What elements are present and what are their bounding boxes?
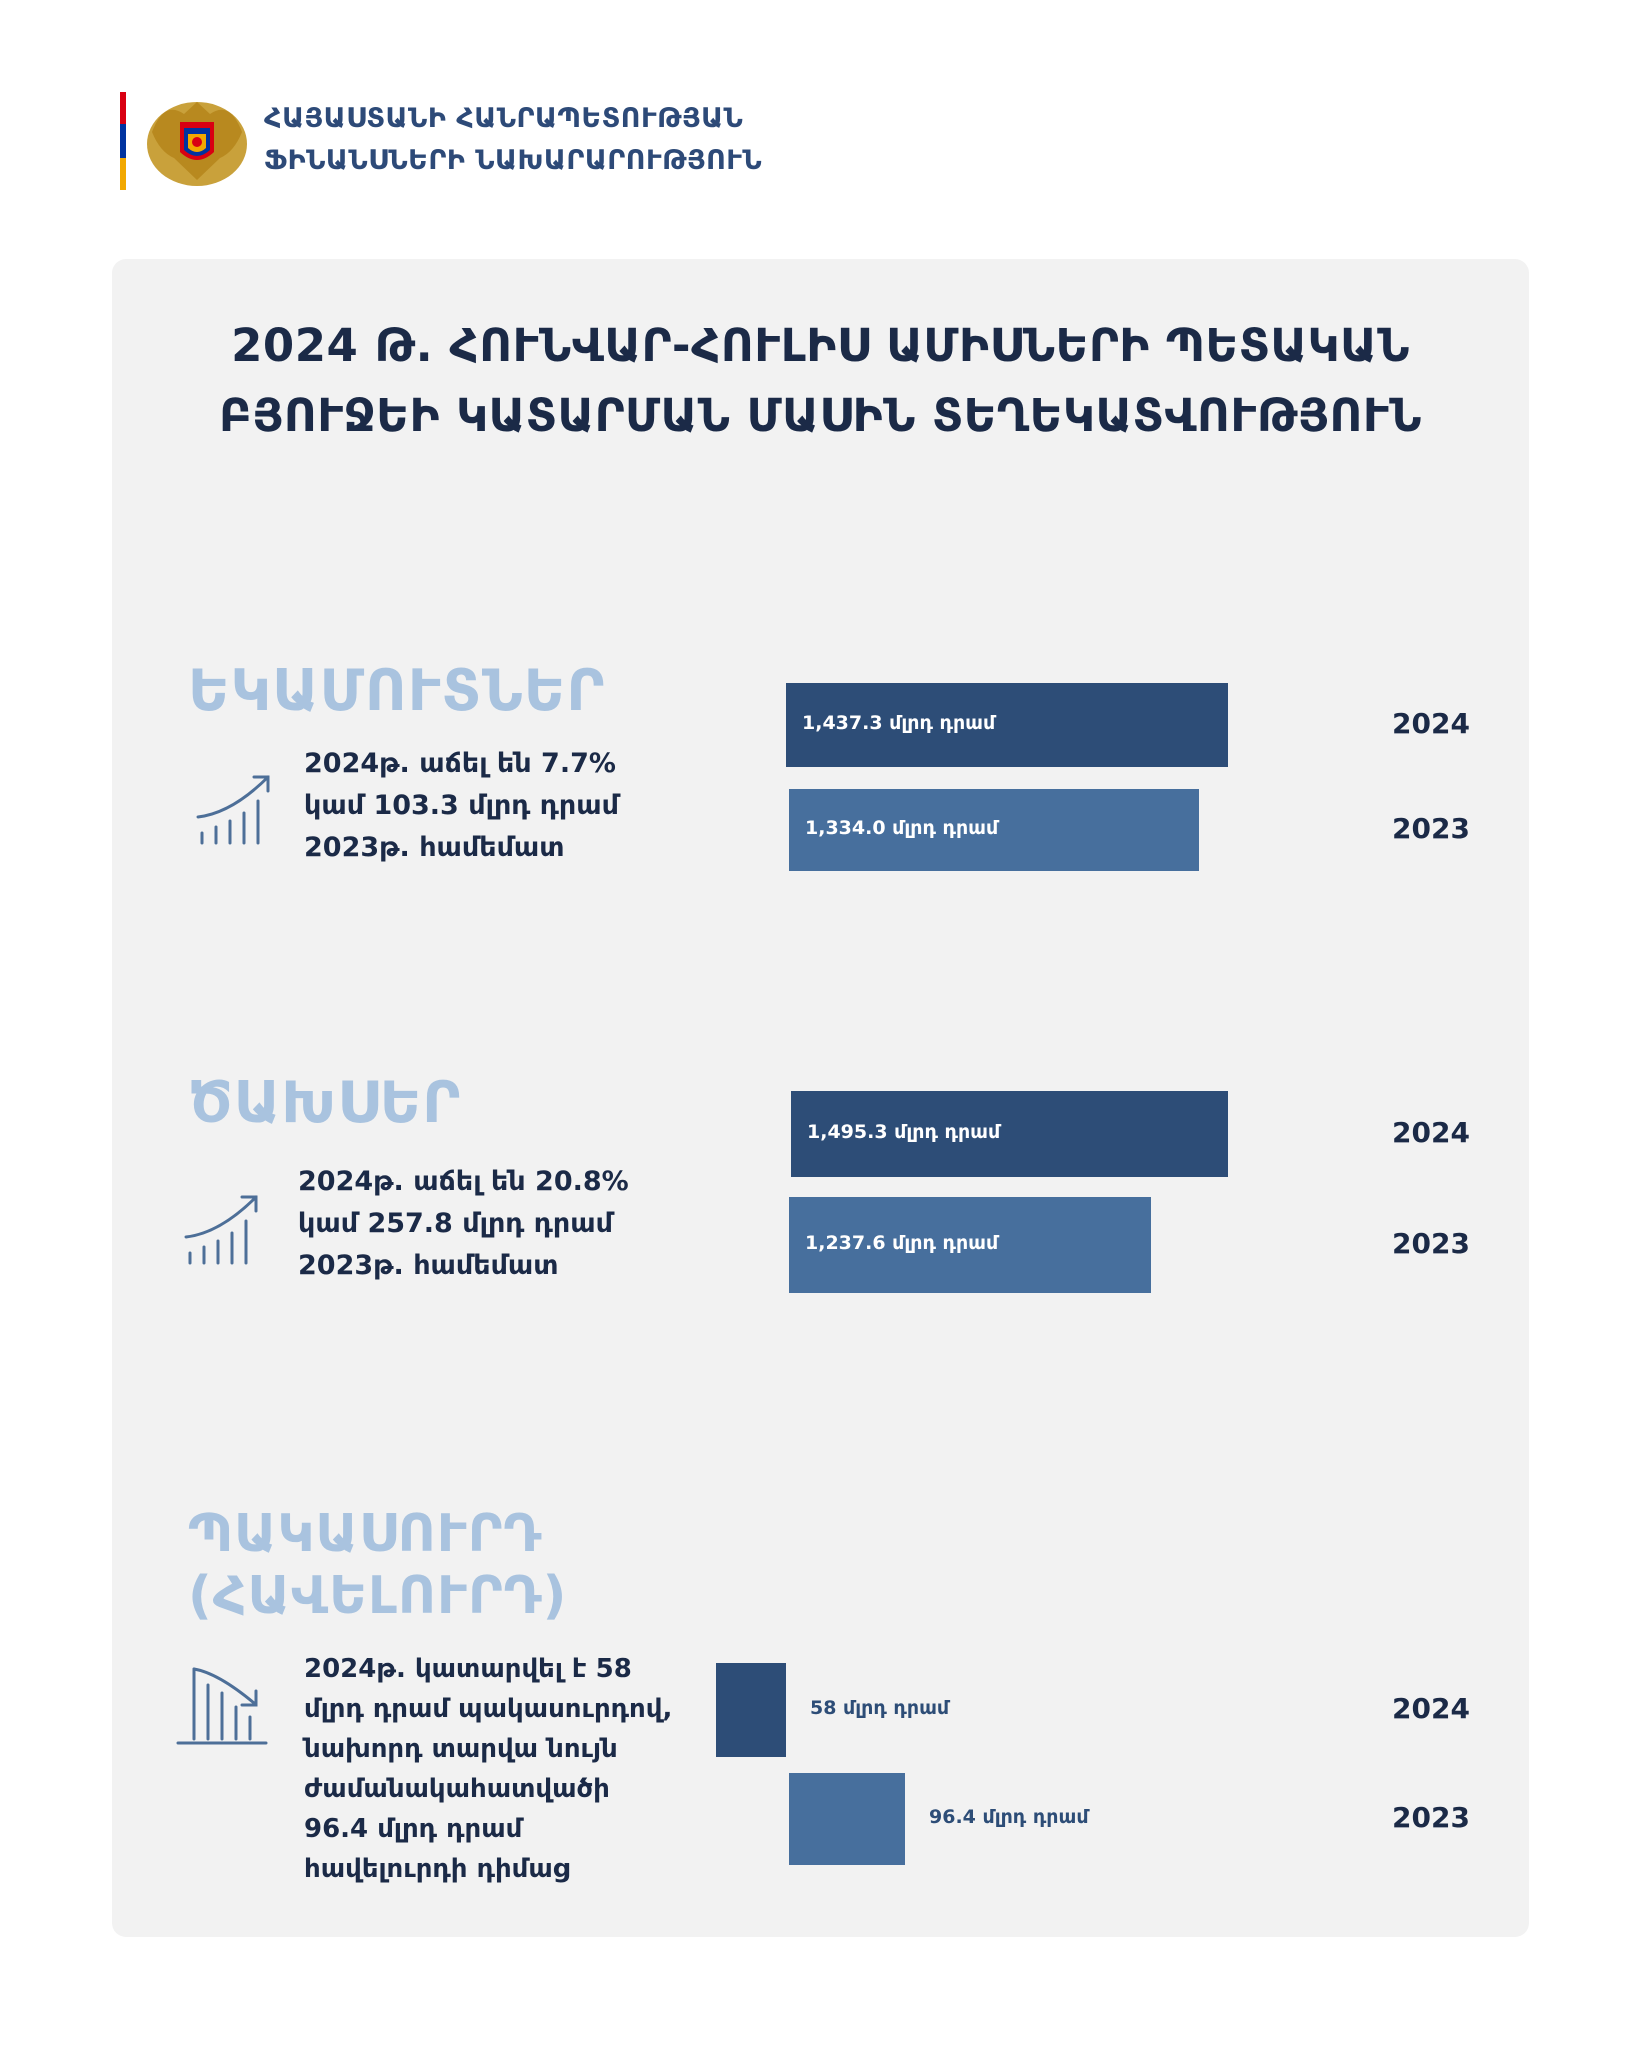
revenues-desc-line: 2023թ. համեմատ	[304, 832, 565, 863]
bar-data-label: 96.4 մլրդ դրամ	[929, 1806, 1089, 1828]
bar-data-label: 1,495.3 մլրդ դրամ	[807, 1121, 1001, 1143]
deficit-desc-line: ժամանակահատվածի	[304, 1774, 610, 1804]
ministry-name	[264, 98, 762, 182]
bar-data-label: 1,437.3 մլրդ դրամ	[802, 712, 996, 734]
deficit-desc-line: 2024թ. կատարվել է 58	[304, 1654, 632, 1684]
revenues-desc-line: 2024թ. աճել են 7.7%	[304, 748, 616, 779]
year-label: 2024	[1392, 1692, 1470, 1725]
ministry-header	[120, 90, 920, 200]
deficit-title-line1: ՊԱԿԱՍՈՒՐԴ	[188, 1504, 543, 1564]
flag-red-stripe	[120, 92, 126, 124]
growth-chart-icon	[180, 1191, 264, 1275]
year-label: 2024	[1392, 1116, 1470, 1149]
revenues-title: ԵԿԱՄՈՒՏՆԵՐ	[188, 658, 606, 724]
revenues-desc-line: կամ 103.3 մլրդ դրամ	[304, 790, 619, 821]
deficit-desc-line: 96.4 մլրդ դրամ	[304, 1814, 523, 1844]
bar-data-label: 1,334.0 մլրդ դրամ	[805, 817, 999, 839]
armenian-flag-stripe	[120, 92, 126, 190]
decline-chart-icon	[174, 1659, 270, 1751]
flag-orange-stripe	[120, 158, 126, 190]
deficit-title	[188, 1503, 567, 1627]
expenses-desc-line: 2023թ. համեմատ	[298, 1250, 559, 1281]
year-label: 2024	[1392, 707, 1470, 740]
content-card	[112, 259, 1529, 1937]
year-label: 2023	[1392, 812, 1470, 845]
bar-data-label: 1,237.6 մլրդ դրամ	[805, 1232, 999, 1254]
expenses-title: ԾԱԽՍԵՐ	[188, 1070, 462, 1136]
expenses-desc-line: 2024թ. աճել են 20.8%	[298, 1166, 629, 1197]
deficit-desc-line: մլրդ դրամ պակասուրդով,	[304, 1694, 673, 1724]
flag-blue-stripe	[120, 124, 126, 157]
bar	[716, 1663, 786, 1757]
page-title	[112, 311, 1529, 451]
page-title-line1: 2024 Թ. ՀՈՒՆՎԱՐ-ՀՈՒԼԻՍ ԱՄԻՍՆԵՐԻ ՊԵՏԱԿԱՆ	[231, 319, 1410, 372]
deficit-title-line2: (ՀԱՎԵԼՈՒՐԴ)	[188, 1566, 568, 1626]
bar-data-label: 58 մլրդ դրամ	[810, 1697, 950, 1719]
deficit-desc-line: նախորդ տարվա նույն	[304, 1734, 618, 1764]
deficit-description	[304, 1649, 672, 1889]
year-label: 2023	[1392, 1801, 1470, 1834]
deficit-desc-line: հավելուրդի դիմաց	[304, 1854, 570, 1884]
year-label: 2023	[1392, 1227, 1470, 1260]
coat-of-arms-icon	[144, 92, 250, 190]
ministry-name-line2: ՖԻՆԱՆՍՆԵՐԻ ՆԱԽԱՐԱՐՈՒԹՅՈՒՆ	[264, 145, 763, 176]
bar	[789, 1773, 905, 1865]
expenses-desc-line: կամ 257.8 մլրդ դրամ	[298, 1208, 613, 1239]
expenses-description	[298, 1161, 629, 1287]
ministry-name-line1: ՀԱՅԱՍՏԱՆԻ ՀԱՆՐԱՊԵՏՈՒԹՅԱՆ	[264, 103, 744, 134]
page-title-line2: ԲՅՈՒՋԵԻ ԿԱՏԱՐՄԱՆ ՄԱՍԻՆ ՏԵՂԵԿԱՏՎՈՒԹՅՈՒՆ	[219, 389, 1422, 442]
revenues-description	[304, 743, 619, 869]
growth-chart-icon	[192, 771, 276, 855]
